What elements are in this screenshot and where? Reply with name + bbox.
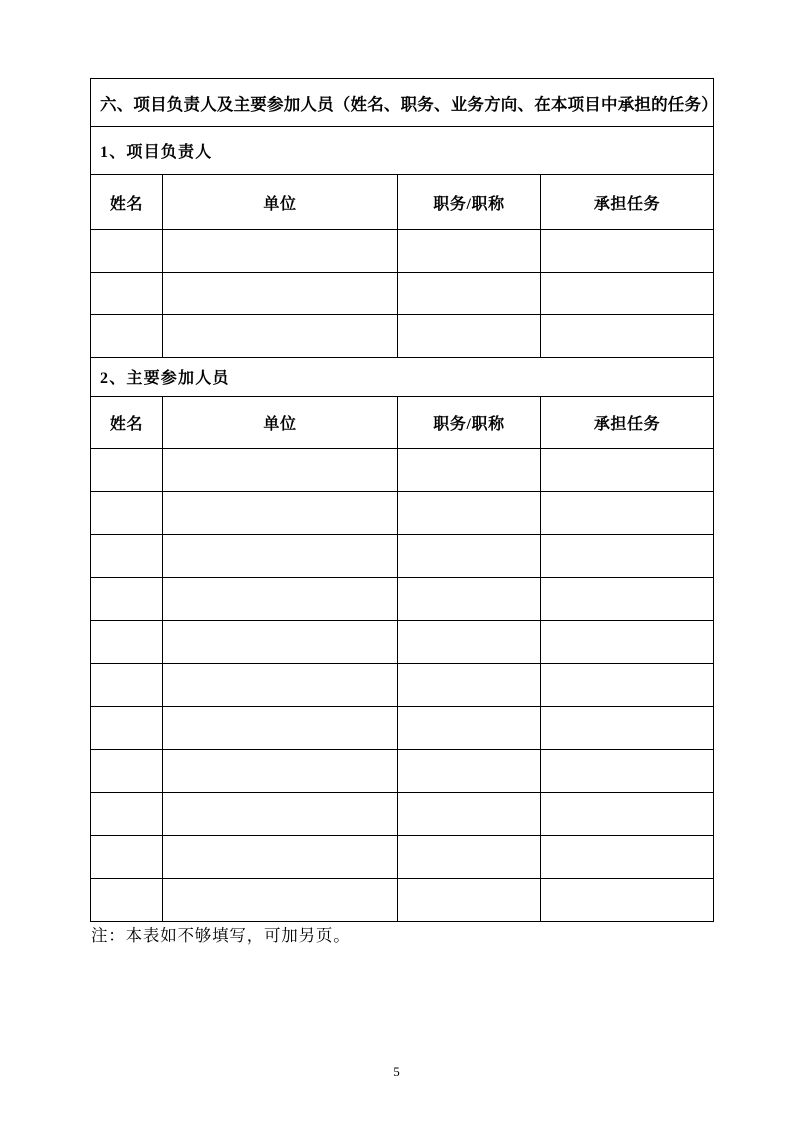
table-row[interactable] bbox=[91, 663, 714, 706]
cell-unit[interactable] bbox=[163, 792, 398, 835]
table-row[interactable] bbox=[91, 491, 714, 534]
cell-job-title[interactable] bbox=[398, 448, 541, 491]
table-row[interactable] bbox=[91, 272, 714, 315]
cell-unit[interactable] bbox=[163, 230, 398, 273]
cell-name[interactable] bbox=[91, 620, 163, 663]
subsection-heading-row-1 bbox=[91, 127, 714, 175]
table-row[interactable] bbox=[91, 620, 714, 663]
cell-task[interactable] bbox=[541, 878, 714, 921]
column-header-job-title: 职务/职称 bbox=[398, 396, 541, 448]
cell-name[interactable] bbox=[91, 577, 163, 620]
subsection-heading-row-2 bbox=[91, 357, 714, 396]
section-title-row bbox=[91, 79, 714, 127]
table-row[interactable] bbox=[91, 230, 714, 273]
cell-name[interactable] bbox=[91, 792, 163, 835]
cell-task[interactable] bbox=[541, 835, 714, 878]
personnel-form-table bbox=[90, 78, 718, 922]
cell-job-title[interactable] bbox=[398, 835, 541, 878]
cell-task[interactable] bbox=[541, 230, 714, 273]
cell-task[interactable] bbox=[541, 491, 714, 534]
cell-name[interactable] bbox=[91, 230, 163, 273]
cell-name[interactable] bbox=[91, 315, 163, 358]
cell-job-title[interactable] bbox=[398, 792, 541, 835]
cell-unit[interactable] bbox=[163, 577, 398, 620]
column-header-task: 承担任务 bbox=[541, 396, 714, 448]
table-row[interactable] bbox=[91, 706, 714, 749]
table-row[interactable] bbox=[91, 577, 714, 620]
column-header-row-1 bbox=[91, 175, 714, 230]
page-title: 六、项目负责人及主要参加人员（姓名、职务、业务方向、在本项目中承担的任务） bbox=[91, 79, 714, 127]
cell-name[interactable] bbox=[91, 749, 163, 792]
cell-job-title[interactable] bbox=[398, 534, 541, 577]
cell-task[interactable] bbox=[541, 315, 714, 358]
table-row[interactable] bbox=[91, 448, 714, 491]
form-note: 注：本表如不够填写，可加另页。 bbox=[91, 926, 351, 945]
cell-name[interactable] bbox=[91, 534, 163, 577]
cell-task[interactable] bbox=[541, 792, 714, 835]
cell-task[interactable] bbox=[541, 534, 714, 577]
cell-name[interactable] bbox=[91, 878, 163, 921]
table-row[interactable] bbox=[91, 878, 714, 921]
cell-unit[interactable] bbox=[163, 491, 398, 534]
table-row[interactable] bbox=[91, 534, 714, 577]
column-header-unit: 单位 bbox=[163, 396, 398, 448]
cell-name[interactable] bbox=[91, 663, 163, 706]
cell-unit[interactable] bbox=[163, 706, 398, 749]
cell-name[interactable] bbox=[91, 272, 163, 315]
cell-unit[interactable] bbox=[163, 534, 398, 577]
cell-job-title[interactable] bbox=[398, 620, 541, 663]
cell-unit[interactable] bbox=[163, 835, 398, 878]
cell-unit[interactable] bbox=[163, 620, 398, 663]
cell-name[interactable] bbox=[91, 835, 163, 878]
cell-unit[interactable] bbox=[163, 663, 398, 706]
table-row[interactable] bbox=[91, 835, 714, 878]
cell-task[interactable] bbox=[541, 749, 714, 792]
column-header-name: 姓名 bbox=[91, 175, 163, 230]
column-header-job-title: 职务/职称 bbox=[398, 175, 541, 230]
cell-job-title[interactable] bbox=[398, 706, 541, 749]
cell-job-title[interactable] bbox=[398, 272, 541, 315]
cell-task[interactable] bbox=[541, 448, 714, 491]
subsection-heading-leader: 1、项目负责人 bbox=[91, 127, 714, 175]
cell-unit[interactable] bbox=[163, 878, 398, 921]
cell-name[interactable] bbox=[91, 491, 163, 534]
cell-job-title[interactable] bbox=[398, 315, 541, 358]
cell-task[interactable] bbox=[541, 620, 714, 663]
cell-task[interactable] bbox=[541, 663, 714, 706]
cell-task[interactable] bbox=[541, 272, 714, 315]
cell-unit[interactable] bbox=[163, 749, 398, 792]
column-header-task: 承担任务 bbox=[541, 175, 714, 230]
cell-name[interactable] bbox=[91, 706, 163, 749]
cell-task[interactable] bbox=[541, 577, 714, 620]
cell-task[interactable] bbox=[541, 706, 714, 749]
cell-unit[interactable] bbox=[163, 315, 398, 358]
column-header-unit: 单位 bbox=[163, 175, 398, 230]
cell-job-title[interactable] bbox=[398, 878, 541, 921]
cell-unit[interactable] bbox=[163, 448, 398, 491]
cell-job-title[interactable] bbox=[398, 230, 541, 273]
cell-job-title[interactable] bbox=[398, 577, 541, 620]
cell-unit[interactable] bbox=[163, 272, 398, 315]
column-header-name: 姓名 bbox=[91, 396, 163, 448]
cell-name[interactable] bbox=[91, 448, 163, 491]
cell-job-title[interactable] bbox=[398, 491, 541, 534]
page-number: 5 bbox=[393, 1064, 400, 1079]
cell-job-title[interactable] bbox=[398, 663, 541, 706]
cell-job-title[interactable] bbox=[398, 749, 541, 792]
column-header-row-2 bbox=[91, 396, 714, 448]
table-row[interactable] bbox=[91, 792, 714, 835]
subsection-heading-participants: 2、主要参加人员 bbox=[91, 357, 714, 396]
form-table-body bbox=[91, 79, 718, 922]
table-row[interactable] bbox=[91, 315, 714, 358]
table-row[interactable] bbox=[91, 749, 714, 792]
